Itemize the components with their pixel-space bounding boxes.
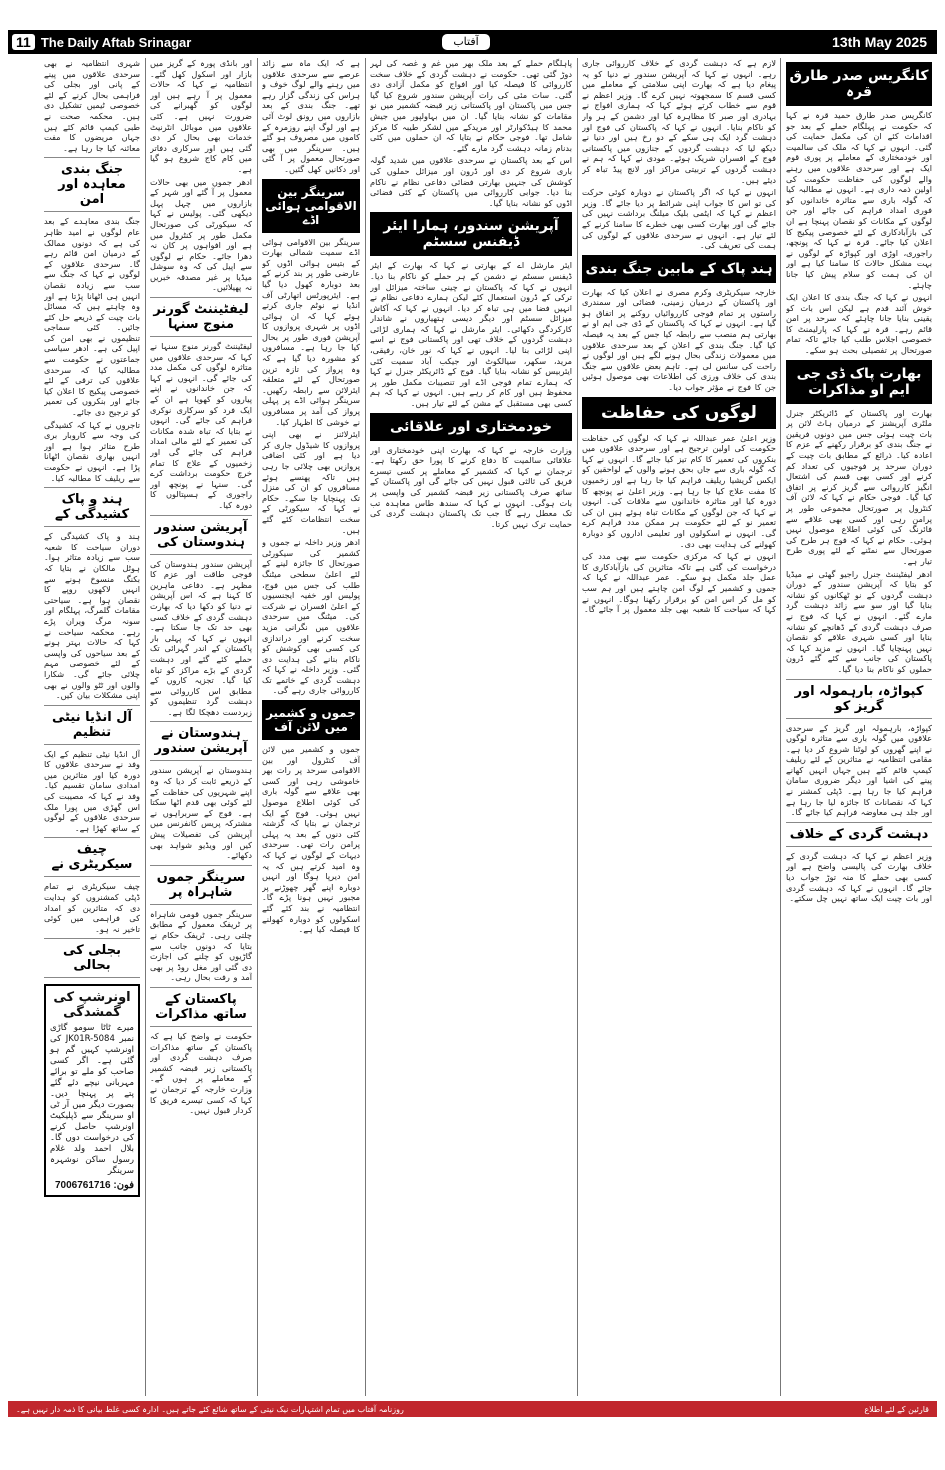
column-4 — [262, 58, 360, 1396]
column-divider — [577, 58, 578, 1396]
article-text: ادھر جموں میں بھی حالات معمول پر آ گئے اور شہر کے بازاروں میں چہل پہل دیکھی گئی۔ پولیس نے کہا کہ سیکورٹی کی صورتحال مکمل طور پر کنٹرول میں ہے اور افواہوں پر کان نہ دھرا جائے۔ حکام نے لوگوں سے اپیل کی کہ وہ سوشل میڈیا پر غیر مصدقہ خبریں نہ پھیلائیں۔ — [150, 176, 252, 293]
column-5 — [150, 58, 252, 1396]
footer-strip — [8, 1401, 937, 1417]
article-text: ادھر وزیر داخلہ نے جموں و کشمیر کی سیکورٹی صورتحال کا جائزہ لینے کے لئے اعلیٰ سطحی میٹنگ طلب کی جس میں فوج، پولیس اور خفیہ ایجنسیوں کے اعلیٰ افسران نے شرکت کی۔ میٹنگ میں سرحدی علاقوں میں نگرانی مزید سخت کرنے اور دراندازی کی کسی بھی کوشش کو ناکام بنانے کی ہدایت دی گئی۔ وزیر داخلہ نے کہا کہ دہشت گردی کے خاتمے تک کارروائی جاری رہے گی۔ — [262, 537, 360, 696]
article-text: لیفٹیننٹ گورنر منوج سنہا نے کہا کہ سرحدی علاقوں میں متاثرہ لوگوں کی مکمل مدد کی جائے گی۔ انہوں نے کہا کہ جن خاندانوں نے اپنے پیاروں کو کھویا ہے ان کے ایک فرد کو سرکاری نوکری فراہم کی جائے گی۔ انہوں نے بتایا کہ تباہ شدہ مکانات کی تعمیر کے لئے مالی امداد فراہم کی جائے گی اور زخمیوں کے علاج کا تمام خرچ حکومت برداشت کرے گی۔ سنہا نے پونچھ اور راجوری کے ہسپتالوں کا دورہ کیا۔ — [150, 341, 252, 510]
paper-name: The Daily Aftab Srinagar — [40, 34, 192, 50]
article-text: جموں و کشمیر میں لائن آف کنٹرول اور بین الاقوامی سرحد پر رات بھر خاموشی رہی اور کسی بھی علاقے سے گولہ باری کی کوئی اطلاع موصول نہیں ہوئی۔ فوج کے ایک ترجمان نے بتایا کہ گزشتہ کئی دنوں کے بعد یہ پہلی پرامن رات تھی۔ سرحدی دیہات کے لوگوں نے کہا کہ وہ امید کرتے ہیں کہ یہ امن دیرپا ہوگا اور انہیں دوبارہ اپنے گھر چھوڑنے پر مجبور نہیں ہونا پڑے گا۔ انتظامیہ نے بند کئے گئے اسکولوں کو دوبارہ کھولنے کا فیصلہ کیا ہے۔ — [262, 744, 360, 935]
headline: بجلی کی بحالی — [44, 938, 140, 978]
footer-notice-left: روزنامہ آفتاب میں تمام اشتہارات نیک نیتی کے ساتھ شائع کئے جاتے ہیں۔ ادارہ کسی غلط بیانی کا ذمہ دار نہیں ہے۔ — [16, 1404, 404, 1414]
headline: آپریشن سندور، ہمارا ایئر ڈیفنس سسٹم — [370, 212, 572, 256]
ad-title: اونرشپ کی گمشدگی — [53, 990, 131, 1021]
column-divider — [145, 58, 146, 1396]
page-number: 11 — [12, 34, 35, 50]
headline: جموں و کشمیر میں لائن آف — [262, 700, 360, 740]
footer-notice-right: قارئین کے لئے اطلاع — [864, 1404, 929, 1414]
headline: ہند پاک کے مابین جنگ بندی — [582, 255, 776, 283]
headline: چیف سیکریٹری نے — [44, 837, 140, 877]
article-text: وزیر اعظم نے کہا کہ دہشت گردی کے خلاف بھارت کی پالیسی واضح ہے اور کسی بھی حملے کا منہ توڑ جواب دیا جائے گا۔ انہوں نے کہا کہ دہشت گردی اور بات چیت ایک ساتھ نہیں چل سکتے۔ — [786, 850, 932, 904]
headline: سرینگر جموں شاہراہ پر — [150, 865, 252, 905]
column-2 — [582, 58, 776, 1396]
article-text: تاجروں نے کہا کہ کشیدگی کی وجہ سے کاروبار بری طرح متاثر ہوا ہے اور انہیں بھاری نقصان اٹھانا پڑا ہے۔ انہوں نے حکومت سے ریلیف کا مطالبہ کیا۔ — [44, 419, 140, 483]
article-text: جنگ بندی معاہدے کے بعد عام لوگوں نے امید ظاہر کی ہے کہ دونوں ممالک کے درمیان امن قائم رہے گا۔ سرحدی علاقوں کے لوگوں نے کہا کہ جنگ سے سب سے زیادہ نقصان انہیں ہی اٹھانا پڑتا ہے اور وہ چاہتے ہیں کہ مسائل بات چیت کے ذریعے حل کئے جائیں۔ کئی سماجی تنظیموں نے بھی امن کی اپیل کی ہے۔ ادھر سیاسی جماعتوں نے حکومت سے مطالبہ کیا کہ سرحدی علاقوں کی ترقی کے لئے خصوصی پیکیج کا اعلان کیا جائے اور بنکروں کی تعمیر کو ترجیح دی جائے۔ — [44, 216, 140, 418]
article-text: وزیر اعلیٰ عمر عبداللہ نے کہا کہ لوگوں کی حفاظت حکومت کی اولین ترجیح ہے اور سرحدی علاقوں میں بنکروں کی تعمیر کا کام تیز کیا جائے گا۔ انہوں نے کہا کہ گولہ باری سے جاں بحق ہونے والوں کے لواحقین کو ایکس گریشیا ریلیف فراہم کیا جا رہا ہے اور زخمیوں کا مفت علاج کیا جا رہا ہے۔ وزیر اعلیٰ نے پونچھ کا دورہ کیا اور متاثرہ خاندانوں سے ملاقات کی۔ انہوں نے کہا کہ جن لوگوں کے مکانات تباہ ہوئے ہیں ان کی تعمیر نو کے لئے حکومت ہر ممکن مدد فراہم کرے گی۔ انہوں نے اسکولوں اور تعلیمی اداروں کو دوبارہ کھولنے کی ہدایت بھی دی۔ — [582, 432, 776, 549]
article-text: ہے کہ ایک ماہ سے زائد عرصے سے سرحدی علاقوں میں رہنے والے لوگ خوف و ہراس کی زندگی گزار رہے تھے۔ جنگ بندی کے بعد بازاروں میں رونق لوٹ آئی ہے اور لوگ اپنے روزمرہ کے کاموں میں مصروف ہو گئے ہیں۔ سرینگر میں بھی صورتحال معمول پر آ گئی اور دکانیں کھل گئیں۔ — [262, 58, 360, 174]
article-text: سرینگر جموں قومی شاہراہ پر ٹریفک معمول کے مطابق چلتی رہی۔ ٹریفک حکام نے بتایا کہ دونوں جانب سے گاڑیوں کو چلنے کی اجازت دی گئی اور مغل روڈ پر بھی آمد و رفت بحال رہی۔ — [150, 908, 252, 983]
headline: ہندوستان نے آپریشن سندور — [150, 721, 252, 761]
article-text: انہوں نے کہا کہ اگر پاکستان نے دوبارہ کوئی حرکت کی تو اس کا جواب اپنی شرائط پر دیا جائے گا۔ وزیر اعظم نے کہا کہ ایٹمی بلیک میلنگ برداشت نہیں کی جائے گی اور بھارت کسی بھی خطرے کا سامنا کرنے کے لئے تیار ہے۔ انہوں نے سرحدی علاقوں کے لوگوں کی ہمت کی تعریف کی۔ — [582, 187, 776, 251]
article-text: لازم ہے کہ دہشت گردی کے خلاف کارروائی جاری رہے۔ انہوں نے کہا کہ آپریشن سندور نے دنیا کو یہ پیغام دیا ہے کہ بھارت اپنی سلامتی کے معاملے میں کسی قسم کا سمجھوتہ نہیں کرے گا۔ وزیر اعظم نے قوم سے خطاب کرتے ہوئے کہا کہ ہماری افواج نے بہادری اور صبر کا مظاہرہ کیا اور دشمن کے ہر وار کو ناکام بنایا۔ انہوں نے کہا کہ پاکستان کی فوج اور دہشت گرد ایک ہی سکے کے دو رخ ہیں اور دنیا نے دیکھ لیا کہ دہشت گردوں کے جنازوں میں پاکستانی فوج کے افسران شریک ہوئے۔ مودی نے کہا کہ ہم نے دہشت گردوں کے تربیتی مراکز اور لانچ پیڈ تباہ کر دیئے ہیں۔ — [582, 58, 776, 185]
article-text: ادھر لیفٹیننٹ جنرل راجیو گھئی نے میڈیا کو بتایا کہ آپریشن سندور کے دوران دہشت گردوں کے نو ٹھکانوں کو نشانہ بنایا گیا اور سو سے زائد دہشت گرد مارے گئے۔ انہوں نے کہا کہ فوج نے صرف دہشت گردی کے ڈھانچے کو نشانہ بنایا اور کسی شہری علاقے کو نقصان نہیں پہنچایا گیا۔ انہوں نے مزید کہا کہ پاکستان کی جانب سے کئے گئے ڈرون حملوں کو ناکام بنا دیا گیا۔ — [786, 568, 932, 674]
ad-phone: فون: 7006761716 — [54, 1180, 134, 1192]
article-text: پاہلگام حملے کے بعد ملک بھر میں غم و غصہ کی لہر دوڑ گئی تھی۔ حکومت نے دہشت گردی کے خلاف سخت کارروائی کا فیصلہ کیا اور افواج کو مکمل آزادی دی گئی۔ سات مئی کی رات آپریشن سندور شروع کیا گیا جس میں پاکستان اور پاکستانی زیر قبضہ کشمیر میں نو مقامات کو نشانہ بنایا گیا۔ ان میں بہاولپور میں جیش محمد کا ہیڈکوارٹر اور مریدکے میں لشکر طیبہ کا مرکز شامل تھا۔ فوجی حکام نے بتایا کہ ان حملوں میں کئی بدنام زمانہ دہشت گرد مارے گئے۔ — [370, 58, 572, 153]
headline: جنگ بندی معاہدہ اور امن — [44, 157, 140, 212]
article-text: شہری انتظامیہ نے بھی سرحدی علاقوں میں پینے کے پانی اور بجلی کی فراہمی بحال کرنے کے لئے خصوصی ٹیمیں تشکیل دی ہیں۔ محکمہ صحت نے طبی کیمپ قائم کئے ہیں جہاں مریضوں کا مفت معائنہ کیا جا رہا ہے۔ — [44, 58, 140, 153]
article-text: ایئر مارشل اے کے بھارتی نے کہا کہ بھارت کے ایئر ڈیفنس سسٹم نے دشمن کے ہر حملے کو ناکام بنا دیا۔ انہوں نے کہا کہ پاکستان نے چینی ساختہ میزائل اور ترکی کے ڈرون استعمال کئے لیکن ہمارے دفاعی نظام نے انہیں فضا میں ہی تباہ کر دیا۔ انہوں نے کہا کہ آکاش میزائل سسٹم اور دیگر دیسی ہتھیاروں نے شاندار کارکردگی دکھائی۔ ایئر مارشل نے کہا کہ ہماری لڑائی دہشت گردوں کے خلاف تھی اور پاکستانی فوج نے اسے اپنی لڑائی بنا لیا۔ انہوں نے کہا کہ نور خان، رفیقی، مرید، سکھر، سیالکوٹ اور جیکب آباد سمیت کئی ایئربیس کو نشانہ بنایا گیا۔ فوج کے ڈائریکٹر جنرل نے کہا کہ ہمارے تمام فوجی اڈے اور تنصیبات مکمل طور پر محفوظ ہیں اور کام کر رہے ہیں۔ انہوں نے کہا کہ ہم کسی بھی مستقبل کے مشن کے لئے تیار ہیں۔ — [370, 260, 572, 409]
article-text: ہندوستان نے آپریشن سندور کے ذریعے ثابت کر دیا کہ وہ اپنے شہریوں کی حفاظت کے لئے کوئی بھی قدم اٹھا سکتا ہے۔ فوج کے سربراہوں نے مشترکہ پریس کانفرنس میں آپریشن کی تفصیلات پیش کیں اور ویڈیو شواہد بھی دکھائے۔ — [150, 765, 252, 861]
article-text: بھارت اور پاکستان کے ڈائریکٹر جنرل ملٹری آپریشنز کے درمیان ہاٹ لائن پر بات چیت ہوئی جس میں دونوں فریقین نے جنگ بندی کو برقرار رکھنے کے عزم کا اعادہ کیا۔ ذرائع کے مطابق بات چیت کے دوران سرحد پر فوجیوں کی تعداد کم کرنے اور کسی بھی قسم کی اشتعال انگیز کارروائی سے گریز کرنے پر اتفاق کیا گیا۔ فوجی حکام نے کہا کہ لائن آف کنٹرول پر صورتحال مجموعی طور پر پرامن رہی اور کسی بھی علاقے سے فائرنگ کی کوئی اطلاع موصول نہیں ہوئی۔ حکام نے کہا کہ فوج ہر طرح کی صورتحال سے نمٹنے کے لئے پوری طرح تیار ہے۔ — [786, 407, 932, 566]
headline: دہشت گردی کے خلاف — [786, 822, 932, 847]
headline: ہند و پاک کشیدگی کے — [44, 487, 140, 527]
column-divider — [257, 58, 258, 1396]
article-text: وزارت خارجہ نے کہا کہ بھارت اپنی خودمختاری اور علاقائی سالمیت کا دفاع کرنے کا پورا حق رکھتا ہے۔ ترجمان نے کہا کہ کشمیر کے معاملے پر کسی تیسرے فریق کی ثالثی قبول نہیں کی جائے گی اور پاکستان کے ساتھ صرف پاکستانی زیر قبضہ کشمیر کی واپسی پر بات ہوگی۔ انہوں نے کہا کہ سندھ طاس معاہدہ تب تک معطل رہے گا جب تک پاکستان دہشت گردی کی حمایت ترک نہیں کرتا۔ — [370, 444, 572, 529]
article-text: آپریشن سندور ہندوستان کی فوجی طاقت اور عزم کا مظہر ہے۔ دفاعی ماہرین کا کہنا ہے کہ اس آپریشن نے دنیا کو دکھا دیا کہ بھارت دہشت گردی کے خلاف کسی بھی حد تک جا سکتا ہے۔ انہوں نے کہا کہ پہلی بار پاکستان کے اندر گہرائی تک حملے کئے گئے اور دہشت گردی کے بڑے مراکز کو تباہ کیا گیا۔ تجزیہ کاروں کے مطابق اس کارروائی سے دہشت گرد تنظیموں کو زبردست دھچکا لگا ہے۔ — [150, 558, 252, 717]
headline: لوگوں کی حفاظت — [582, 397, 776, 429]
masthead-logo: آفتاب — [441, 33, 491, 51]
column-divider — [365, 58, 366, 1396]
article-text: کانگریس صدر طارق حمید قرہ نے کہا کہ حکومت نے پہلگام حملے کے بعد جو اقدامات کئے ان کی مکمل حمایت کی گئی۔ انہوں نے کہا کہ ملک کی سالمیت اور خودمختاری کے معاملے پر پوری قوم ایک ہے اور سرحدی علاقوں میں رہنے والے لوگوں کی حفاظت حکومت کی اولین ذمہ داری ہے۔ انہوں نے مطالبہ کیا کہ گولہ باری سے متاثرہ خاندانوں کو فوری امداد فراہم کی جائے اور جن لوگوں کے مکانات کو نقصان پہنچا ہے ان کی بازآبادکاری کے لئے خصوصی پیکیج کا اعلان کیا جائے۔ قرہ نے کہا کہ پونچھ، راجوری، اوڑی اور کپواڑہ کے لوگوں نے بہت مشکل حالات کا سامنا کیا ہے اور ان کی ہمت کو سلام پیش کیا جانا چاہئے۔ — [786, 110, 932, 290]
classified-ad — [44, 984, 140, 1197]
article-text: ہند و پاک کشیدگی کے دوران سیاحت کا شعبہ سب سے زیادہ متاثر ہوا۔ ہوٹل مالکان نے بتایا کہ بکنگ منسوخ ہونے سے انہیں لاکھوں روپے کا نقصان ہوا ہے۔ سیاحتی مقامات گلمرگ، پہلگام اور سونہ مرگ ویران پڑے رہے۔ محکمہ سیاحت نے کہا کہ حالات بہتر ہونے کے بعد سیاحوں کی واپسی کے لئے خصوصی مہم چلائی جائے گی۔ شکارا والوں اور ٹٹو والوں نے بھی اپنی مشکلات بیان کیں۔ — [44, 531, 140, 701]
article-text: انہوں نے کہا کہ جنگ بندی کا اعلان ایک خوش آئند قدم ہے لیکن اس بات کو یقینی بنایا جانا چاہئے کہ سرحد پر امن قائم رہے۔ قرہ نے کہا کہ پارلیمنٹ کا خصوصی اجلاس طلب کیا جائے تاکہ تمام صورتحال پر تفصیلی بحث ہو سکے۔ — [786, 292, 932, 356]
headline: خودمختاری اور علاقائی — [370, 413, 572, 441]
column-6 — [44, 58, 140, 1396]
column-1 — [786, 58, 932, 1396]
headline: سرینگر بین الاقوامی ہوائی اڈے — [262, 179, 360, 233]
headline: کانگریس صدر طارق قرہ — [786, 62, 932, 106]
article-text: آل انڈیا نیٹی تنظیم کے ایک وفد نے سرحدی علاقوں کا دورہ کیا اور متاثرین میں امدادی سامان تقسیم کیا۔ وفد نے کہا کہ مصیبت کی اس گھڑی میں پورا ملک سرحدی علاقوں کے لوگوں کے ساتھ کھڑا ہے۔ — [44, 748, 140, 833]
article-text: سرینگر بین الاقوامی ہوائی اڈے سمیت شمالی بھارت کے بتیس ہوائی اڈوں کو عارضی طور پر بند کرنے کے بعد دوبارہ کھول دیا گیا ہے۔ ایئرپورٹس اتھارٹی آف انڈیا نے نوٹم جاری کرتے ہوئے کہا کہ ان ہوائی اڈوں پر شہری پروازوں کا آپریشن فوری طور پر بحال کیا جا رہا ہے۔ مسافروں کو مشورہ دیا گیا ہے کہ وہ پرواز کی تازہ ترین صورتحال کے لئے متعلقہ ایئرلائن سے رابطہ رکھیں۔ سرینگر ہوائی اڈے پر پہلی پرواز کی آمد پر مسافروں نے خوشی کا اظہار کیا۔ — [262, 236, 360, 427]
article-text: ایئرلائنز نے بھی اپنی پروازوں کا شیڈول جاری کر دیا ہے اور کئی اضافی پروازیں بھی چلائی جا رہی ہیں تاکہ پھنسے ہوئے مسافروں کو ان کی منزل تک پہنچایا جا سکے۔ حکام نے کہا کہ سیکورٹی کے سخت انتظامات کئے گئے ہیں۔ — [262, 429, 360, 535]
article-text: اور بانڈی پورہ کے گریز میں بازار اور اسکول کھل گئے۔ انتظامیہ نے کہا کہ حالات معمول پر آ رہے ہیں اور لوگوں کو گھبرانے کی ضرورت نہیں ہے۔ کئی علاقوں میں موبائل انٹرنیٹ خدمات بھی بحال کر دی گئی ہیں اور سرکاری دفاتر میں کام کاج شروع ہو گیا ہے۔ — [150, 58, 252, 174]
column-divider — [780, 58, 781, 1396]
headline: بھارت پاک ڈی جی ایم او مذاکرات — [786, 360, 932, 404]
ad-text: میرے ٹاٹا سومو گاڑی نمبر JK01R-5084 کی اونرشپ کہیں گم ہو گئی ہے۔ اگر کسی صاحب کو ملے تو برائے مہربانی نیچے دئے گئے پتے پر پہنچا دیں۔ بصورت دیگر میں آر ٹی او سرینگر سے ڈپلیکیٹ اونرشپ حاصل کرنے کی درخواست دوں گا۔ بلال احمد ولد غلام رسول ساکن نوشہرہ سرینگر — [50, 1023, 134, 1177]
headline: آپریشن سندور ہندوستان کی — [150, 515, 252, 555]
article-text: چیف سیکریٹری نے تمام ڈپٹی کمشنروں کو ہدایت دی کہ متاثرین کو امداد کی فراہمی میں کوئی تاخیر نہ ہو۔ — [44, 881, 140, 934]
article-text: اس کے بعد پاکستان نے سرحدی علاقوں میں شدید گولہ باری شروع کر دی اور ڈرون اور میزائل حملوں کی کوشش کی جنہیں بھارتی فضائی دفاعی نظام نے ناکام بنا دیا۔ جوابی کارروائی میں پاکستان کے کئی فضائی اڈوں کو نشانہ بنایا گیا۔ — [370, 155, 572, 208]
article-text: حکومت نے واضح کیا ہے کہ پاکستان کے ساتھ مذاکرات صرف دہشت گردی اور پاکستانی زیر قبضہ کشمیر کے معاملے پر ہوں گے۔ وزارت خارجہ کے ترجمان نے کہا کہ کسی تیسرے فریق کا کردار قبول نہیں۔ — [150, 1030, 252, 1116]
article-text: انہوں نے کہا کہ مرکزی حکومت سے بھی مدد کی درخواست کی گئی ہے تاکہ متاثرین کی بازآبادکاری کا عمل جلد مکمل ہو سکے۔ عمر عبداللہ نے کہا کہ جموں و کشمیر کے لوگ امن چاہتے ہیں اور ہم سب کو مل کر اس امن کو برقرار رکھنا ہوگا۔ انہوں نے کہا کہ سیاحت کا شعبہ بھی جلد معمول پر آ جائے گا۔ — [582, 551, 776, 615]
headline: پاکستان کے ساتھ مذاکرات — [150, 987, 252, 1027]
issue-date: 13th May 2025 — [832, 34, 927, 50]
headline: کپواڑہ، بارہمولہ اور گریز کو — [786, 679, 932, 719]
article-text: خارجہ سیکریٹری وکرم مصری نے اعلان کیا کہ بھارت اور پاکستان کے درمیان زمینی، فضائی اور سمندری راستوں پر تمام فوجی کارروائیاں روکنے پر اتفاق ہو گیا ہے۔ انہوں نے کہا کہ پاکستان کے ڈی جی ایم او نے بھارتی ہم منصب سے رابطہ کیا جس کے بعد یہ فیصلہ کیا گیا۔ جنگ بندی کے اعلان کے بعد سرحدی علاقوں میں معمولات زندگی بحال ہونے لگے ہیں اور لوگوں نے راحت کی سانس لی ہے۔ تاہم بعض علاقوں سے جنگ بندی کی خلاف ورزی کی اطلاعات بھی موصول ہوئیں جن کا فوج نے مؤثر جواب دیا۔ — [582, 286, 776, 393]
column-3 — [370, 58, 572, 1396]
headline: لیفٹیننٹ گورنر منوج سنہا — [150, 297, 252, 337]
headline: آل انڈیا نیٹی تنظیم — [44, 705, 140, 745]
article-text: کپواڑہ، بارہمولہ اور گریز کے سرحدی علاقوں میں گولہ باری سے متاثرہ لوگوں نے اپنے گھروں کو لوٹنا شروع کر دیا ہے۔ مقامی انتظامیہ نے متاثرین کے لئے ریلیف کیمپ قائم کئے ہیں جہاں انہیں کھانے پینے کی اشیا اور دیگر ضروری سامان فراہم کیا جا رہا ہے۔ ڈپٹی کمشنر نے کہا کہ نقصانات کا جائزہ لیا جا رہا ہے اور جلد ہی معاوضہ فراہم کیا جائے گا۔ — [786, 722, 932, 818]
